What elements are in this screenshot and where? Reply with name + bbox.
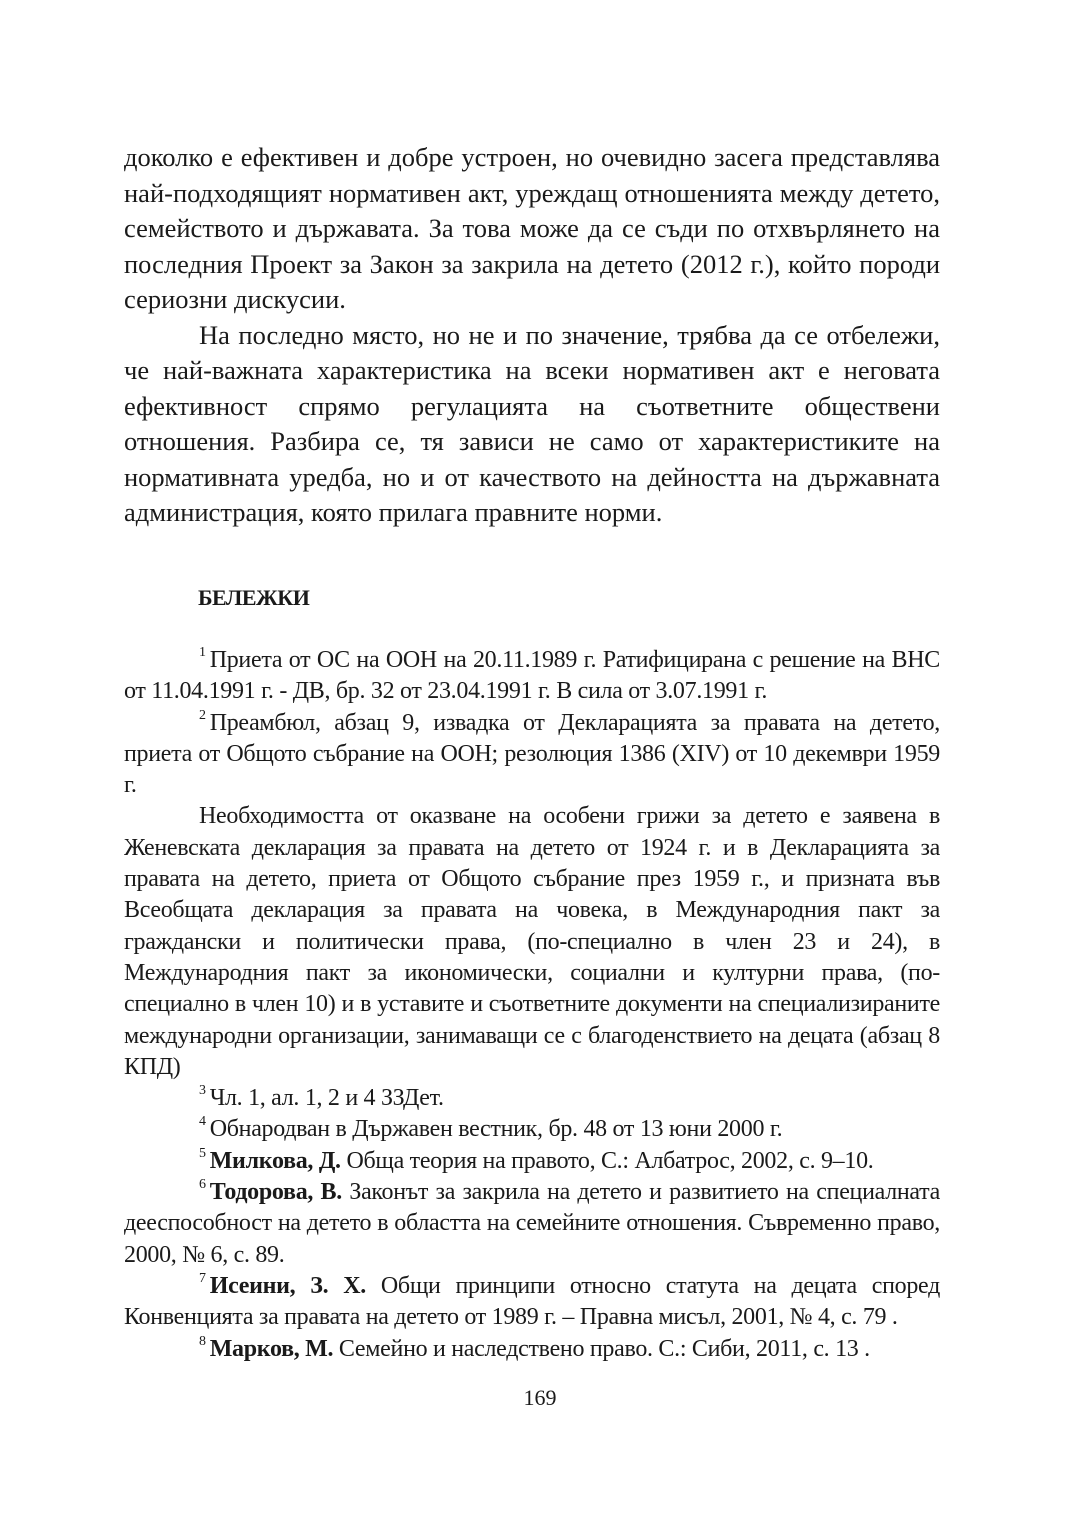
- note-2-continuation: [124, 801, 940, 1083]
- note-text: Необходимостта от оказване на особени грижи за детето е заявена в Женевската декларация за правата на детето от 1924 г. и в Декларацията за правата на детето, приета от Общото събрание през 1959 г., и призната във Всеобщата декларация за правата на човека, в Международния пакт за граждански и политически права, (по-специално в член 23 и 24), в Международния пакт за икономически, социални и културни права, (по-специално в член 10) и в уставите и съответните документи на специализираните международни организации, занимаващи се с благоденствието на децата (абзац 8 КПД): [124, 803, 940, 1080]
- note-8: [124, 1334, 940, 1365]
- note-text: Приета от ОС на ООН на 20.11.1989 г. Ратифицирана с решение на ВНС от 11.04.1991 г. - ДВ, бр. 32 от 23.04.1991 г. В сила от 3.07.1991 г.: [124, 647, 940, 705]
- note-number: 1: [199, 645, 206, 660]
- note-2: [124, 708, 940, 802]
- note-number: 4: [199, 1114, 206, 1130]
- notes-heading: БЕЛЕЖКИ: [198, 585, 310, 610]
- note-author: Исеини, З. Х.: [209, 1272, 366, 1299]
- note-number: 5: [199, 1145, 206, 1161]
- notes-list: [124, 645, 940, 1365]
- note-number: 3: [199, 1083, 206, 1099]
- note-text: Чл. 1, ал. 1, 2 и 4 ЗЗДет.: [209, 1085, 444, 1112]
- note-text: Общи принципи относно статута на децата според Конвенцията за правата на детето от 1989 г. – Правна мисъл, 2001, № 4, с. 79 .: [124, 1272, 940, 1331]
- main-text: [124, 140, 940, 531]
- page-number: 169: [523, 1385, 557, 1410]
- note-text: Семейно и наследствено право. С.: Сиби, 2011, с. 13 .: [333, 1335, 870, 1362]
- note-number: 6: [199, 1177, 206, 1193]
- note-text: Преамбюл, абзац 9, извадка от Декларацията за правата на детето, приета от Общото събрание на ООН; резолюция 1386 (XIV) от 10 декември 1959 г.: [124, 709, 940, 799]
- note-number: 7: [199, 1270, 206, 1286]
- note-1: [124, 645, 940, 708]
- note-number: 2: [199, 707, 206, 723]
- note-text: Обнародван в Държавен вестник, бр. 48 от 13 юни 2000 г.: [209, 1116, 783, 1143]
- note-author: Марков, М.: [209, 1335, 334, 1362]
- note-6: [124, 1177, 940, 1271]
- body-paragraph-1: доколко е ефективен и добре устроен, но очевидно засега представлява най-подходящият нормативен акт, уреждащ отношенията между детето, семейството и държавата. За това може да се съди по отхвърлянето на последния Проект за Закон за закрила на детето (2012 г.), който породи сериозни дискусии.: [124, 142, 940, 314]
- note-3: [124, 1083, 940, 1114]
- note-number: 8: [199, 1333, 206, 1349]
- note-4: [124, 1114, 940, 1145]
- note-text: Обща теория на правото, С.: Албатрос, 2002, с. 9–10.: [340, 1147, 874, 1174]
- note-author: Тодорова, В.: [209, 1179, 342, 1206]
- note-text: Законът за закрила на детето и развитието на специалната дееспособност на детето в областта на семейните отношения. Съвременно право, 2000, № 6, с. 89.: [124, 1179, 940, 1268]
- note-author: Милкова, Д.: [209, 1147, 341, 1174]
- note-5: [124, 1146, 940, 1177]
- body-paragraph-2: На последно място, но не и по значение, трябва да се отбележи, че най-важната характеристика на всеки нормативен акт е неговата ефективност спрямо регулацията на съответните обществени отношения. Разбира се, тя зависи не само от характеристиките на нормативната уредба, но и от качеството на дейността на държавната администрация, която прилага правните норми.: [124, 319, 940, 527]
- note-7: [124, 1271, 940, 1334]
